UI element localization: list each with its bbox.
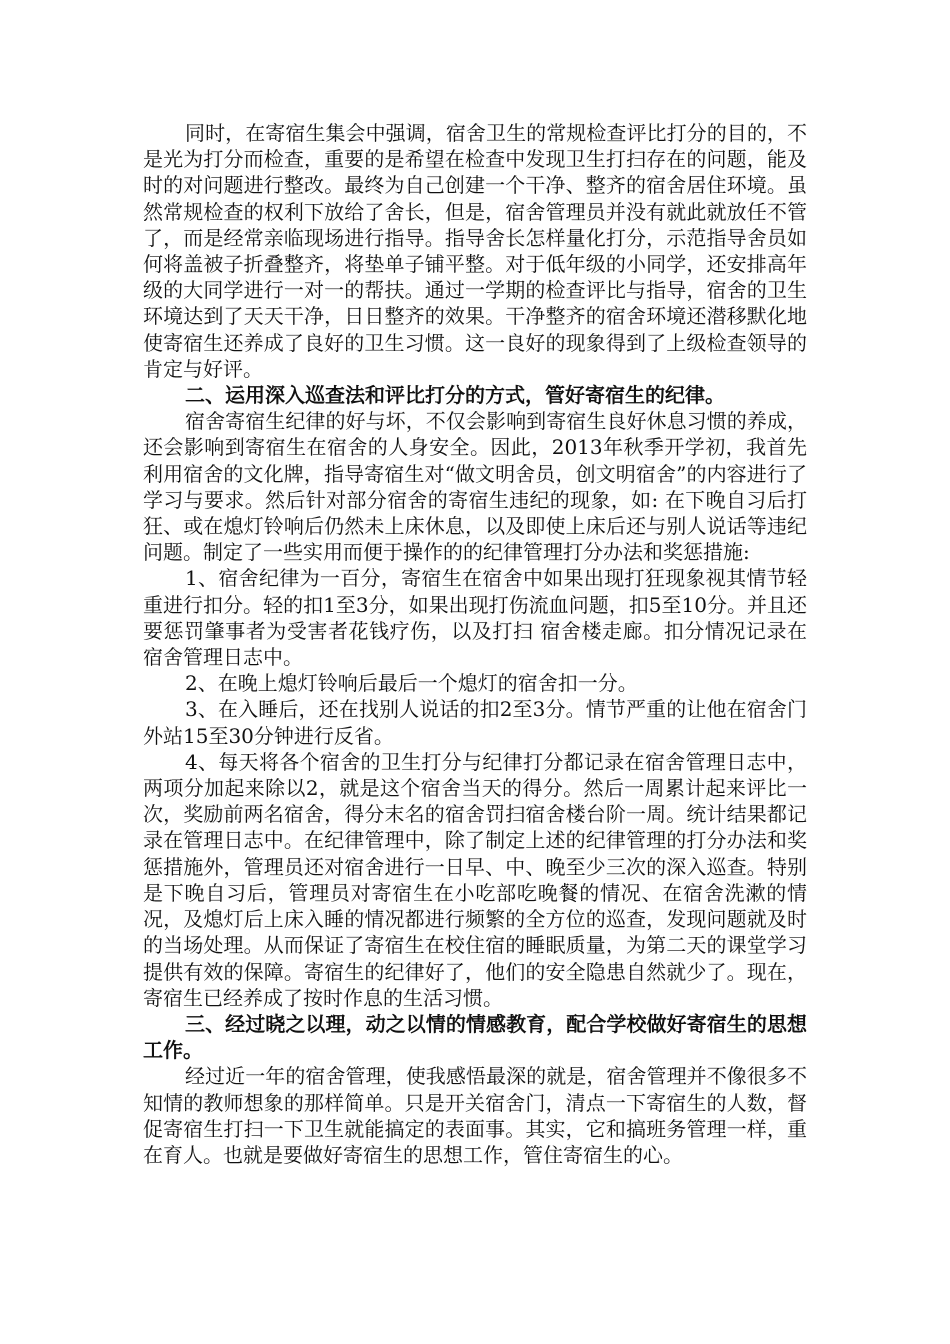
body-paragraph: 宿舍寄宿生纪律的好与坏，不仅会影响到寄宿生良好休息习惯的养成，还会影响到寄宿生在宿舍的人身安全。因此，2013年秋季开学初，我首先利用宿舍的文化牌，指导寄宿生对“做文明舍员，创文明宿舍”的内容进行了学习与要求。然后针对部分宿舍的寄宿生违纪的现象，如: 在下晚自习后打狂、或在熄灯铃响后仍然未上床休息，以及即使上床后还与别人说话等违纪问题。制定了一些实用而便于操作的的纪律管理打分办法和奖惩措施: [143,409,807,565]
list-item: 4、每天将各个宿舍的卫生打分与纪律打分都记录在宿舍管理日志中，两项分加起来除以2，就是这个宿舍当天的得分。然后一周累计起来评比一次，奖励前两名宿舍，得分末名的宿舍罚扫宿舍楼台阶一周。统计结果都记录在管理日志中。在纪律管理中，除了制定上述的纪律管理的打分办法和奖惩措施外，管理员还对宿舍进行一日早、中、晚至少三次的深入巡查。特别是下晚自习后，管理员对寄宿生在小吃部吃晚餐的情况、在宿舍洗漱的情况，及熄灯后上床入睡的情况都进行频繁的全方位的巡查，发现问题就及时的当场处理。从而保证了寄宿生在校住宿的睡眠质量，为第二天的课堂学习提供有效的保障。寄宿生的纪律好了，他们的安全隐患自然就少了。现在，寄宿生已经养成了按时作息的生活习惯。 [143,749,807,1010]
section-heading: 二、运用深入巡查法和评比打分的方式，管好寄宿生的纪律。 [185,383,725,408]
body-paragraph: 经过近一年的宿舍管理，使我感悟最深的就是，宿舍管理并不像很多不知情的教师想象的那样简单。只是开关宿舍门，清点一下寄宿生的人数，督促寄宿生打扫一下卫生就能搞定的表面事。其实，它和搞班务管理一样，重在育人。也就是要做好寄宿生的思想工作，管住寄宿生的心。 [143,1064,807,1167]
document-page [143,120,807,1168]
list-item: 1、宿舍纪律为一百分，寄宿生在宿舍中如果出现打狂现象视其情节轻重进行扣分。轻的扣1至3分，如果出现打伤流血问题，扣5至10分。并且还要惩罚肇事者为受害者花钱疗伤，以及打扫 宿舍楼走廊。扣分情况记录在宿舍管理日志中。 [143,566,807,670]
list-item: 2、在晚上熄灯铃响后最后一个熄灯的宿舍扣一分。 [185,671,638,696]
body-paragraph: 同时，在寄宿生集会中强调，宿舍卫生的常规检查评比打分的目的，不是光为打分而检查，重要的是希望在检查中发现卫生打扫存在的问题，能及时的对问题进行整改。最终为自己创建一个干净、整齐的宿舍居住环境。虽然常规检查的权利下放给了舍长，但是，宿舍管理员并没有就此就放任不管了，而是经常亲临现场进行指导。指导舍长怎样量化打分，示范指导舍员如何将盖被子折叠整齐，将垫单子铺平整。对于低年级的小同学，还安排高年级的大同学进行一对一的帮扶。通过一学期的检查评比与指导，宿舍的卫生环境达到了天天干净，日日整齐的效果。干净整齐的宿舍环境还潜移默化地使寄宿生还养成了良好的卫生习惯。这一良好的现象得到了上级检查领导的肯定与好评。 [143,121,807,381]
section-heading: 三、经过晓之以理，动之以情的情感教育，配合学校做好寄宿生的思想工作。 [143,1011,807,1063]
list-item: 3、在入睡后，还在找别人说话的扣2至3分。情节严重的让他在宿舍门外站15至30分钟进行反省。 [143,697,807,748]
